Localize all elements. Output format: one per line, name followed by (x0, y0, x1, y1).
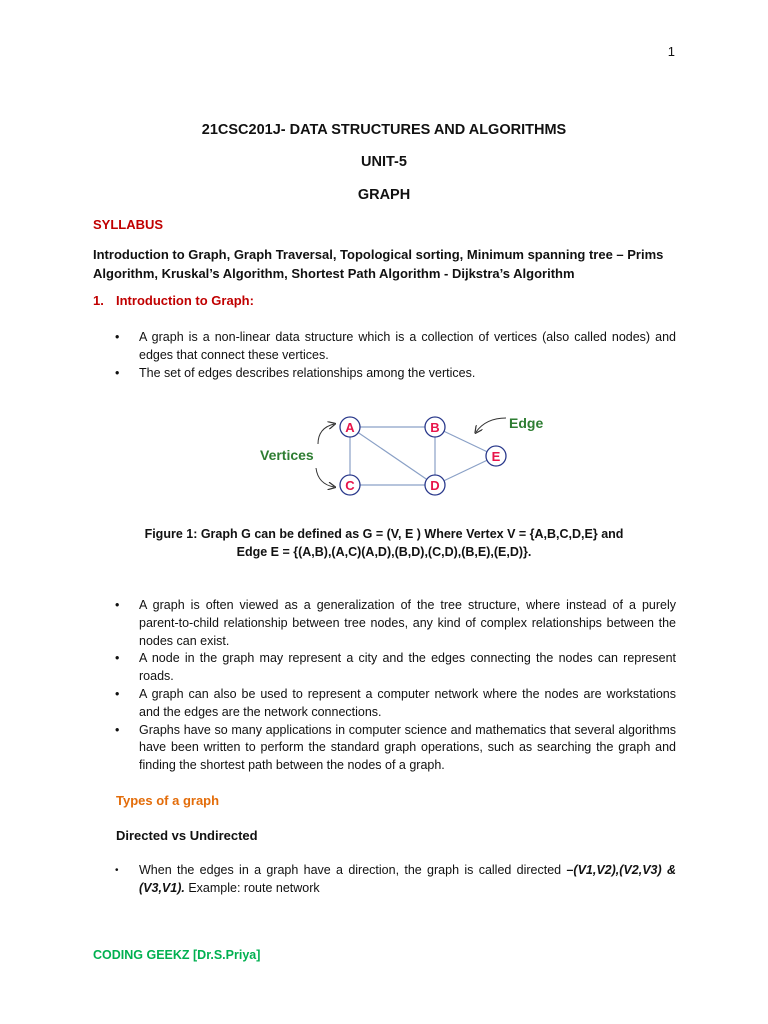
syllabus-heading: SYLLABUS (93, 217, 164, 232)
directed-bullet-list (93, 862, 676, 898)
node-label: E (491, 449, 501, 464)
edge-ad (350, 427, 435, 485)
list-item: • A graph can also be used to represent a computer network where the nodes are workstations and the edges are the network connections. (93, 686, 676, 722)
list-item: • A node in the graph may represent a city and the edges connecting the nodes can represent roads. (93, 650, 676, 686)
course-title: 21CSC201J- DATA STRUCTURES AND ALGORITHMS (201, 122, 567, 138)
node-label: C (345, 478, 355, 493)
edge-arrow (476, 418, 506, 432)
list-item: • A graph is a non-linear data structure which is a collection of vertices (also called nodes) and edges that connect these vertices. (93, 329, 676, 365)
graph-edges (350, 427, 496, 485)
graph-node (340, 417, 360, 437)
graph-node (340, 475, 360, 495)
vertices-arrow-top (318, 424, 334, 444)
section-title: Introduction to Graph: (116, 293, 254, 308)
vertices-arrow-bottom (316, 468, 334, 487)
bullet-text: When the edges in a graph have a direction, the graph is called directed (139, 863, 567, 877)
figure-caption (0, 525, 768, 561)
footer: CODING GEEKZ [Dr.S.Priya] (93, 948, 261, 962)
bullet-text-end: Example: route network (184, 880, 320, 895)
graph-node (425, 417, 445, 437)
topic-title: GRAPH (357, 187, 411, 203)
types-heading: Types of a graph (116, 793, 220, 808)
graph-node (425, 475, 445, 495)
syllabus-text: Introduction to Graph, Graph Traversal, Topological sorting, Minimum spanning tree – Prims Algorithm, Kruskal’s Algorithm, Shortest Path Algorithm - Dijkstra’s Algorithm (93, 247, 664, 281)
page-number: 1 (667, 44, 675, 59)
graph-node (486, 446, 506, 466)
graph-figure (256, 404, 556, 504)
unit-title: UNIT-5 (361, 154, 407, 170)
vertices-label: Vertices (260, 447, 314, 463)
node-label: D (430, 478, 440, 493)
list-item: • A graph is often viewed as a generalization of the tree structure, where instead of a purely parent-to-child relationship between tree nodes, any kind of complex relationships between the nodes can exist. (93, 597, 676, 650)
list-item: • Graphs have so many applications in computer science and mathematics that several algorithms have been written to perform the standard graph operations, such as searching the graph and finding the shortest path between the nodes of a graph. (93, 722, 676, 775)
section-heading-intro (93, 293, 254, 308)
node-label: A (345, 420, 355, 435)
intro-bullet-list (93, 329, 676, 382)
section-number: 1. (93, 293, 104, 308)
edge-label: Edge (509, 415, 544, 431)
node-label: B (430, 420, 440, 435)
directed-undirected-heading: Directed vs Undirected (116, 828, 258, 843)
caption-line: Edge E = {(A,B),(A,C)(A,D),(B,D),(C,D),(B,E),(E,D)}. (236, 545, 532, 559)
bullet-emphasis: –(V1,V2),(V2,V3) & (V3,V1). (139, 863, 676, 895)
caption-line: Figure 1: Graph G can be defined as G = (V, E ) Where Vertex V = {A,B,C,D,E} and (144, 527, 624, 541)
list-item (93, 862, 676, 898)
graph-applications-list (93, 597, 676, 775)
list-item: • The set of edges describes relationships among the vertices. (93, 365, 676, 383)
